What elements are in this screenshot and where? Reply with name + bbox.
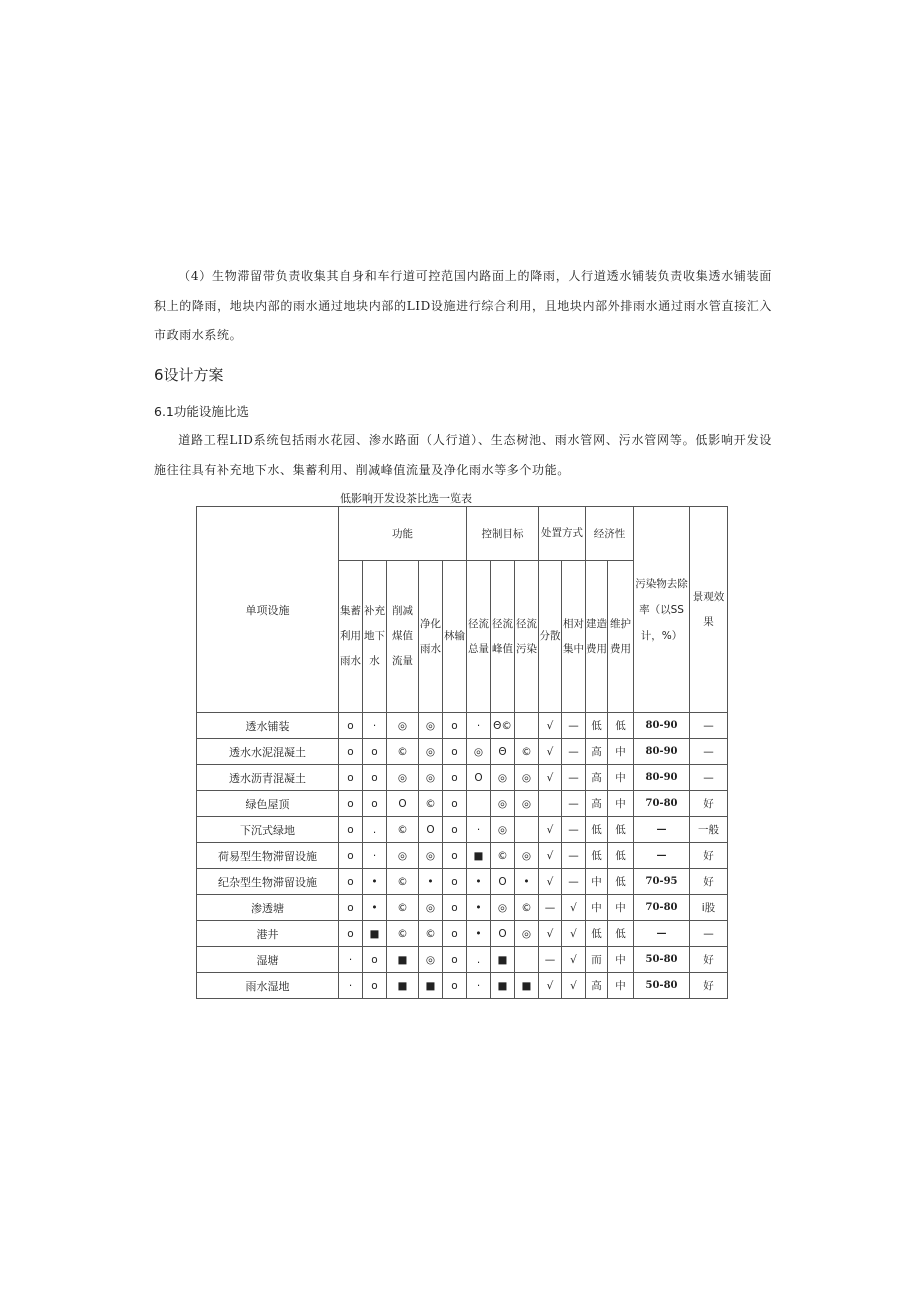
landscape-cell: — [690,713,728,739]
header-pollutant: 污染物去除率（以SS计，%） [634,507,690,713]
table-cell: √ [562,947,586,973]
table-cell: · [339,947,363,973]
table-cell: O [491,921,515,947]
table-cell: ■ [363,921,387,947]
pollutant-removal-cell: — [634,921,690,947]
landscape-cell: 一般 [690,817,728,843]
header-control: 控制目标 [467,507,539,561]
table-cell: © [387,921,419,947]
table-cell [515,713,539,739]
header-facility: 单项设施 [197,507,339,713]
table-cell: O [467,765,491,791]
header-recharge: 补充地下水 [363,561,387,713]
pollutant-removal-cell: — [634,843,690,869]
table-cell: — [562,765,586,791]
facility-name: 下沉式绿地 [197,817,339,843]
table-cell: © [387,739,419,765]
table-cell: o [363,739,387,765]
pollutant-removal-cell: 80-90 [634,713,690,739]
table-cell: . [363,817,387,843]
pollutant-removal-cell: 80-90 [634,739,690,765]
header-transport: 林输 [443,561,467,713]
header-function: 功能 [339,507,467,561]
table-cell: 低 [586,921,608,947]
table-cell: ■ [419,973,443,999]
header-peak: 削减煤值流量 [387,561,419,713]
table-cell: o [443,869,467,895]
table-cell: · [467,973,491,999]
table-cell: o [443,791,467,817]
table-cell: √ [539,973,562,999]
pollutant-removal-cell: — [634,817,690,843]
table-cell: 高 [586,973,608,999]
table-cell: ◎ [419,765,443,791]
table-cell: o [339,817,363,843]
pollutant-removal-cell: 50-80 [634,973,690,999]
facility-name: 纪杂型生物滞留设施 [197,869,339,895]
subsection-title: 6.1功能设施比选 [154,404,249,419]
table-cell: 中 [608,791,634,817]
table-cell: · [363,843,387,869]
table-cell: o [339,765,363,791]
table-cell: ◎ [387,713,419,739]
header-collect: 集蓄利用雨水 [339,561,363,713]
table-cell: 高 [586,791,608,817]
header-volume: 径流总量 [467,561,491,713]
table-cell: — [562,713,586,739]
table-row [197,817,728,843]
table-cell: o [339,843,363,869]
table-cell: ◎ [419,843,443,869]
table-cell: • [363,895,387,921]
pollutant-removal-cell: 80-90 [634,765,690,791]
table-cell: o [443,765,467,791]
table-cell: — [562,791,586,817]
table-cell: • [467,869,491,895]
table-cell: ■ [491,947,515,973]
table-cell: ◎ [491,791,515,817]
table-cell: ◎ [515,843,539,869]
table-cell: ◎ [419,895,443,921]
table-row [197,791,728,817]
table-cell: © [387,895,419,921]
table-cell: o [339,713,363,739]
table-cell: — [539,895,562,921]
header-landscape: 景观效果 [690,507,728,713]
table-cell: 高 [586,765,608,791]
table-cell: o [363,765,387,791]
table-row [197,921,728,947]
table-cell: Θ© [491,713,515,739]
table-row [197,843,728,869]
table-cell: © [515,739,539,765]
landscape-cell: — [690,765,728,791]
table-cell: o [363,947,387,973]
landscape-cell: 好 [690,947,728,973]
table-cell: © [387,817,419,843]
facility-name: 雨水湿地 [197,973,339,999]
table-cell: ◎ [419,947,443,973]
table-cell: ◎ [419,713,443,739]
table-cell: ■ [515,973,539,999]
header-build: 建造费用 [586,561,608,713]
table-cell [515,817,539,843]
table-cell: 低 [586,843,608,869]
table-cell: © [491,843,515,869]
table-cell: ■ [387,973,419,999]
facility-name: 透水沥青混凝土 [197,765,339,791]
table-cell: © [419,791,443,817]
table-cell: √ [539,739,562,765]
table-cell: — [562,739,586,765]
table-cell: 中 [586,895,608,921]
table-cell: o [363,791,387,817]
table-cell: ◎ [387,843,419,869]
header-peakflow: 径流峰值 [491,561,515,713]
table-cell: o [443,843,467,869]
table-cell: √ [539,713,562,739]
table-row [197,947,728,973]
table-cell: ◎ [419,739,443,765]
table-cell: Θ [491,739,515,765]
body-paragraph: 道路工程LID系统包括雨水花园、渗水路面（人行道）、生态树池、雨水管网、污水管网等。低影响开发设施往往具有补充地下水、集蓄利用、削减峰值流量及净化雨水等多个功能。 [154,433,772,477]
section-title: 6设计方案 [154,366,224,384]
table-row [197,739,728,765]
header-dispersed: 分散 [539,561,562,713]
table-cell: √ [539,765,562,791]
table-cell: · [467,713,491,739]
table-row [197,713,728,739]
table-cell: 低 [586,817,608,843]
table-cell: ◎ [387,765,419,791]
facility-name: 透水铺装 [197,713,339,739]
header-economy: 经济性 [586,507,634,561]
table-cell: ■ [491,973,515,999]
facility-name: 港井 [197,921,339,947]
table-cell: — [562,869,586,895]
facility-name: 湿塘 [197,947,339,973]
table-cell: o [339,739,363,765]
table-cell: • [515,869,539,895]
table-cell: 中 [608,895,634,921]
table-row [197,895,728,921]
table-row [197,973,728,999]
table-cell: © [515,895,539,921]
table-cell: — [539,947,562,973]
table-cell: • [467,895,491,921]
table-cell: — [562,843,586,869]
table-cell [515,947,539,973]
table-cell: ◎ [467,739,491,765]
table-cell: 中 [608,765,634,791]
pollutant-removal-cell: 70-80 [634,895,690,921]
table-cell: √ [562,973,586,999]
table-cell: o [443,817,467,843]
table-cell: · [467,817,491,843]
header-purify: 净化雨水 [419,561,443,713]
pollutant-removal-cell: 70-80 [634,791,690,817]
table-cell: √ [539,817,562,843]
table-cell: 低 [586,713,608,739]
table-cell: 低 [608,843,634,869]
landscape-cell: i股 [690,895,728,921]
table-cell: o [339,921,363,947]
table-cell: ◎ [515,921,539,947]
table-cell: O [419,817,443,843]
table-cell: O [491,869,515,895]
facility-name: 荷易型生物滞留设施 [197,843,339,869]
table-cell: ■ [387,947,419,973]
table-cell: o [339,791,363,817]
table-cell: • [363,869,387,895]
table-cell: ◎ [515,791,539,817]
table-cell: 低 [608,869,634,895]
table-cell: o [339,869,363,895]
facility-name: 透水水泥混凝土 [197,739,339,765]
table-row [197,869,728,895]
header-maint: 维护费用 [608,561,634,713]
table-caption: 低影响开发设茶比选一览表 [340,492,472,505]
table-cell: ◎ [491,895,515,921]
landscape-cell: 好 [690,973,728,999]
landscape-cell: 好 [690,869,728,895]
table-cell: ◎ [491,765,515,791]
table-cell: 而 [586,947,608,973]
pollutant-removal-cell: 50-80 [634,947,690,973]
landscape-cell: — [690,739,728,765]
landscape-cell: 好 [690,843,728,869]
table-cell: √ [539,921,562,947]
facility-name: 渗透塘 [197,895,339,921]
intro-paragraph: （4）生物滞留带负责收集其自身和车行道可控范国内路面上的降雨，人行道透水铺装负责收集透水铺装面积上的降雨，地块内部的雨水通过地块内部的LID设施进行综合利用，且地块内部外排雨水通过雨水管直接汇入市政雨水系统。 [154,269,772,342]
table-cell: © [387,869,419,895]
table-cell: √ [539,869,562,895]
facility-name: 绿色屋顶 [197,791,339,817]
table-cell: o [443,947,467,973]
table-cell: 中 [608,739,634,765]
header-pollution: 径流污染 [515,561,539,713]
table-cell: © [419,921,443,947]
table-cell: ◎ [491,817,515,843]
table-cell: 高 [586,739,608,765]
table-cell: o [443,713,467,739]
table-row [197,765,728,791]
table-cell [539,791,562,817]
landscape-cell: 好 [690,791,728,817]
table-cell: O [387,791,419,817]
table-cell: o [363,973,387,999]
table-cell: · [363,713,387,739]
landscape-cell: — [690,921,728,947]
table-cell: ■ [467,843,491,869]
header-centralized: 相对集中 [562,561,586,713]
table-cell [467,791,491,817]
table-cell: 中 [586,869,608,895]
table-cell: 中 [608,947,634,973]
table-cell: 中 [608,973,634,999]
table-cell: o [443,921,467,947]
table-cell: · [339,973,363,999]
pollutant-removal-cell: 70-95 [634,869,690,895]
table-cell: √ [562,895,586,921]
table-cell: • [467,921,491,947]
table-cell: . [467,947,491,973]
table-cell: 低 [608,713,634,739]
header-disposal: 处置方式 [539,507,586,561]
table-cell: √ [562,921,586,947]
table-cell: o [339,895,363,921]
table-cell: √ [539,843,562,869]
table-cell: — [562,817,586,843]
table-cell: 低 [608,921,634,947]
table-cell: o [443,895,467,921]
table-cell: • [419,869,443,895]
table-cell: ◎ [515,765,539,791]
lid-comparison-table [196,506,728,999]
table-cell: o [443,739,467,765]
table-cell: 低 [608,817,634,843]
table-cell: o [443,973,467,999]
